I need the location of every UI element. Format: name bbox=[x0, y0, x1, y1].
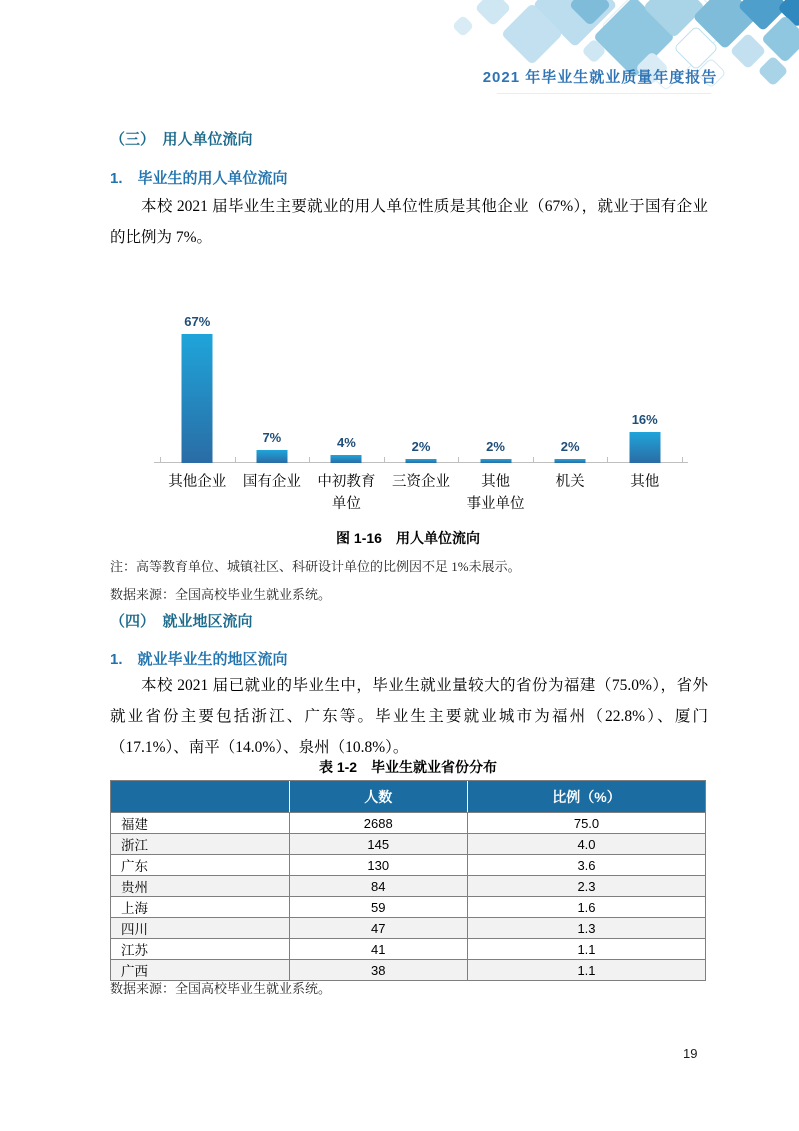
bar-国有企业 bbox=[256, 450, 287, 463]
province-cell: 上海 bbox=[111, 897, 290, 918]
bar-value-label: 2% bbox=[411, 439, 431, 454]
category-label: 三资企业 bbox=[391, 474, 450, 490]
chart-bar-slot bbox=[533, 310, 608, 463]
paragraph-employer: 本校 2021 届毕业生主要就业的用人单位性质是其他企业（67%），就业于国有企业的比例为 7%。 bbox=[110, 198, 708, 246]
chart-bar-slot bbox=[458, 310, 533, 463]
paragraph-region: 本校 2021 届已就业的毕业生中，毕业生就业量较大的省份为福建（75.0%），省外就业省份主要包括浙江、广东等。毕业生主要就业城市为福州（22.8%）、厦门（17.1%）、南平（14.0%）、泉州（10.8%）。 bbox=[110, 677, 708, 756]
bar-value-label: 4% bbox=[337, 435, 356, 450]
count-cell: 130 bbox=[289, 855, 468, 876]
province-cell: 福建 bbox=[111, 813, 290, 834]
bar-chart-employer-type bbox=[160, 310, 682, 510]
table-column-header bbox=[111, 781, 290, 813]
table-row bbox=[111, 876, 706, 897]
table-row bbox=[111, 918, 706, 939]
percent-cell: 4.0 bbox=[468, 834, 706, 855]
axis-tick bbox=[682, 457, 683, 463]
bar-机关 bbox=[555, 459, 586, 463]
bar-value-label: 2% bbox=[486, 439, 505, 454]
subheading-region: 1. 就业毕业生的地区流向 bbox=[110, 651, 288, 668]
category-label: 机关 bbox=[555, 474, 585, 490]
subheading-employer: 1. 毕业生的用人单位流向 bbox=[110, 170, 288, 187]
decorative-square bbox=[475, 0, 512, 26]
bar-value-label: 16% bbox=[631, 412, 658, 427]
table-column-header: 人数 bbox=[289, 781, 468, 813]
percent-cell: 1.1 bbox=[468, 960, 706, 981]
count-cell: 38 bbox=[289, 960, 468, 981]
category-label: 国有企业 bbox=[242, 474, 301, 490]
chart-plot-area bbox=[160, 310, 682, 463]
province-distribution-table bbox=[110, 780, 706, 981]
figure-caption: 图 1-16 用人单位流向 bbox=[336, 530, 480, 546]
count-cell: 145 bbox=[289, 834, 468, 855]
table-column-header: 比例（%） bbox=[468, 781, 706, 813]
header-underline bbox=[497, 93, 711, 94]
section-heading-employer: （三） 用人单位流向 bbox=[110, 131, 253, 148]
category-label: 中初教育 单位 bbox=[317, 474, 376, 512]
figure-note: 注：高等教育单位、城镇社区、科研设计单位的比例因不足 1%未展示。 bbox=[110, 559, 521, 574]
percent-cell: 1.3 bbox=[468, 918, 706, 939]
chart-bar-slot bbox=[160, 310, 235, 463]
bar-value-label: 7% bbox=[262, 430, 282, 445]
province-cell: 广东 bbox=[111, 855, 290, 876]
table-header bbox=[111, 781, 706, 813]
category-label: 其他企业 bbox=[168, 474, 227, 490]
table-row bbox=[111, 855, 706, 876]
percent-cell: 2.3 bbox=[468, 876, 706, 897]
page-number: 19 bbox=[683, 1046, 698, 1061]
bar-中初教育单位 bbox=[331, 455, 362, 463]
count-cell: 2688 bbox=[289, 813, 468, 834]
chart-bar-slot bbox=[309, 310, 384, 463]
province-cell: 浙江 bbox=[111, 834, 290, 855]
table-row bbox=[111, 834, 706, 855]
figure-source-note: 数据来源：全国高校毕业生就业系统。 bbox=[110, 587, 332, 602]
province-cell: 江苏 bbox=[111, 939, 290, 960]
report-header-title: 2021 年毕业生就业质量年度报告 bbox=[482, 69, 718, 86]
percent-cell: 1.1 bbox=[468, 939, 706, 960]
chart-bar-slot bbox=[384, 310, 459, 463]
category-label: 其他 bbox=[630, 474, 660, 490]
bar-其他事业单位 bbox=[480, 459, 511, 463]
header-decoration bbox=[0, 0, 799, 130]
percent-cell: 3.6 bbox=[468, 855, 706, 876]
count-cell: 41 bbox=[289, 939, 468, 960]
chart-bar-slot bbox=[235, 310, 310, 463]
bar-其他企业 bbox=[182, 334, 213, 463]
bar-value-label: 67% bbox=[184, 314, 211, 329]
chart-bar-slot bbox=[607, 310, 682, 463]
percent-cell: 75.0 bbox=[468, 813, 706, 834]
bar-value-label: 2% bbox=[560, 439, 580, 454]
table-row bbox=[111, 897, 706, 918]
bar-其他 bbox=[629, 432, 660, 463]
percent-cell: 1.6 bbox=[468, 897, 706, 918]
category-label: 其他 事业单位 bbox=[466, 474, 525, 512]
table-row bbox=[111, 813, 706, 834]
count-cell: 47 bbox=[289, 918, 468, 939]
table-row bbox=[111, 939, 706, 960]
table-caption: 表 1-2 毕业生就业省份分布 bbox=[318, 759, 498, 775]
count-cell: 84 bbox=[289, 876, 468, 897]
province-cell: 广西 bbox=[111, 960, 290, 981]
province-cell: 贵州 bbox=[111, 876, 290, 897]
section-heading-region: （四） 就业地区流向 bbox=[110, 613, 253, 630]
decorative-square bbox=[452, 15, 475, 38]
bar-三资企业 bbox=[405, 459, 436, 463]
count-cell: 59 bbox=[289, 897, 468, 918]
table-source-note: 数据来源：全国高校毕业生就业系统。 bbox=[110, 981, 332, 996]
province-cell: 四川 bbox=[111, 918, 290, 939]
